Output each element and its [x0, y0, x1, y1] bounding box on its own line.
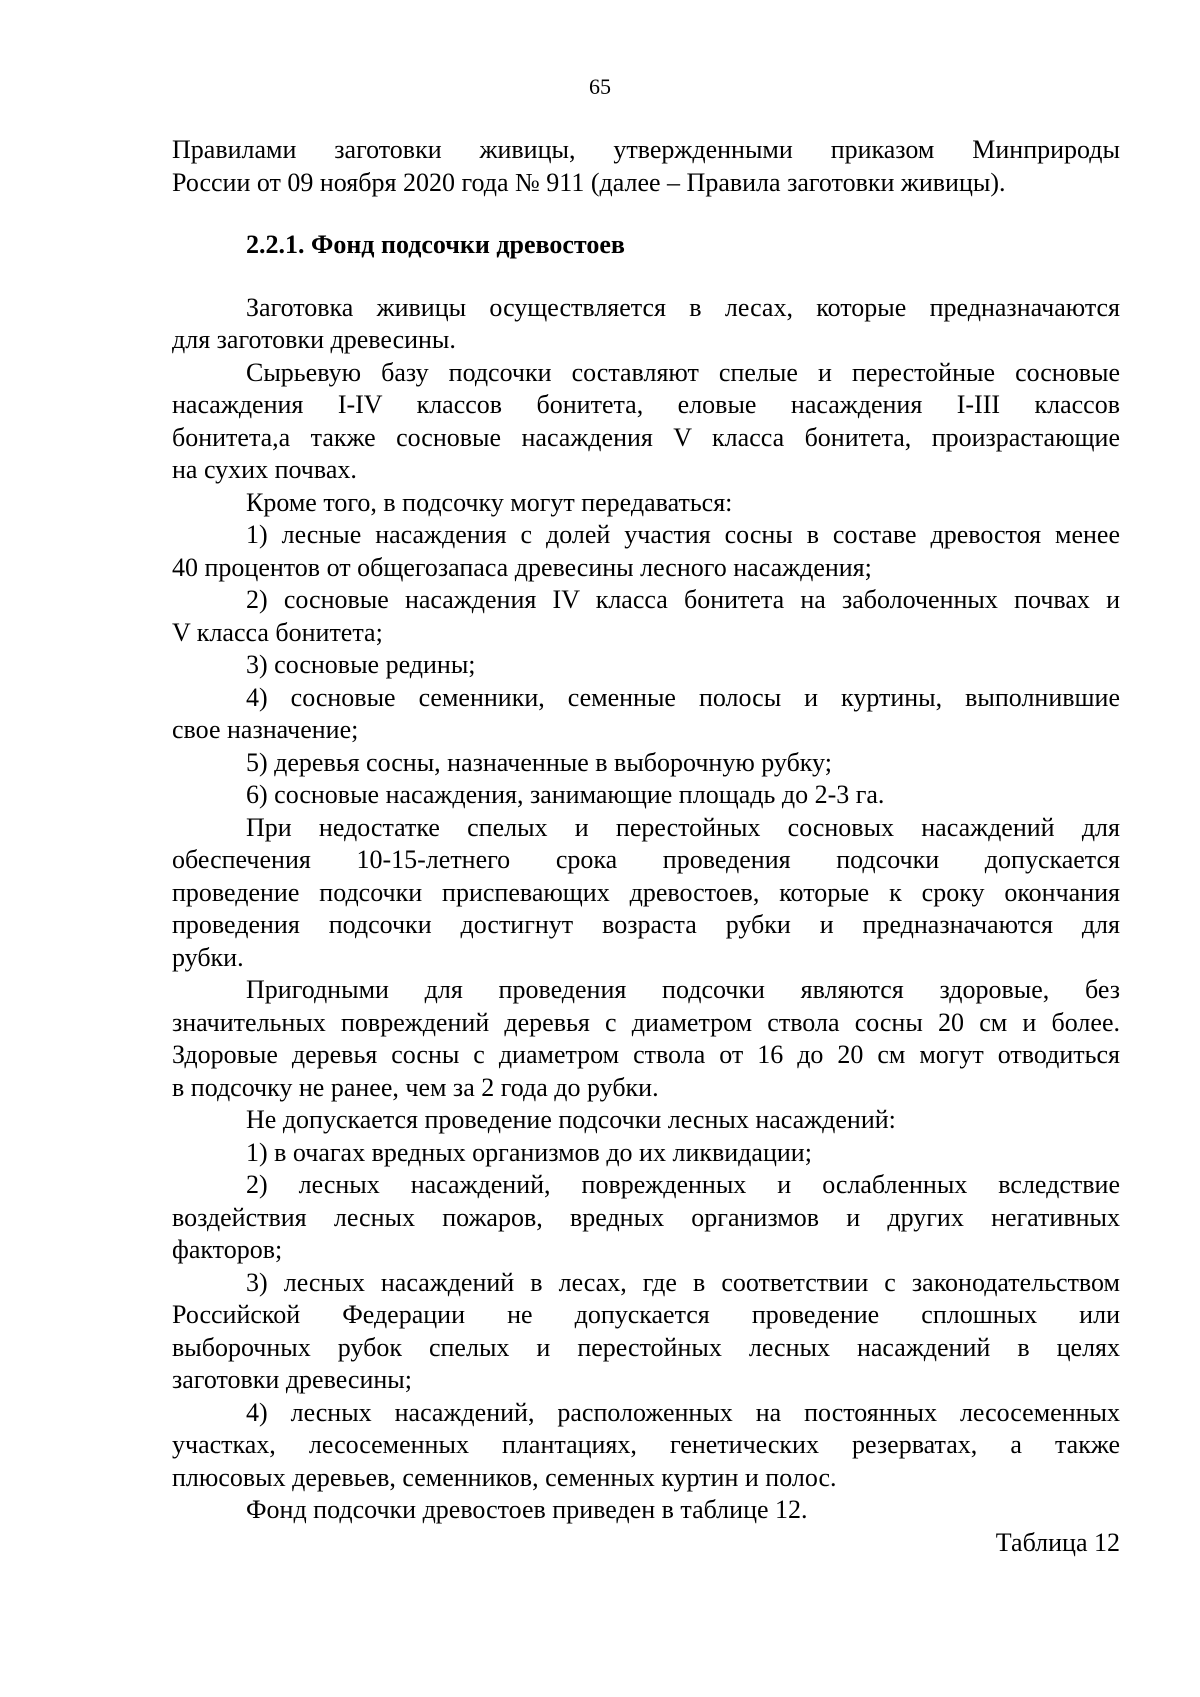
- paragraph: [172, 1397, 1120, 1495]
- paragraph-line: для заготовки древесины.: [172, 325, 456, 354]
- paragraph-line: плюсовых деревьев, семенников, семенных куртин и полос.: [172, 1462, 837, 1492]
- paragraph-line: рубки.: [172, 942, 244, 972]
- paragraph-line: воздействия лесных пожаров, вредных организмов и других негативных: [172, 1202, 1120, 1232]
- intro-paragraph-line: Правилами заготовки живицы, утвержденными приказом Минприроды: [172, 135, 1120, 164]
- paragraph-line: свое назначение;: [172, 715, 359, 744]
- paragraph-line: 2) сосновые насаждения IV класса бонитета на заболоченных почвах и: [246, 585, 1120, 614]
- paragraph-line: значительных повреждений деревья с диаметром ствола сосны 20 см и более.: [172, 1007, 1120, 1037]
- paragraph: [172, 1169, 1120, 1267]
- paragraph: [172, 779, 1120, 812]
- paragraph-line: бонитета,а также сосновые насаждения V класса бонитета, произрастающие: [172, 422, 1120, 452]
- paragraph: [172, 357, 1120, 487]
- page-number: 65: [589, 74, 611, 99]
- paragraph-line: 1) в очагах вредных организмов до их ликвидации;: [246, 1137, 812, 1167]
- paragraph-line: Не допускается проведение подсочки лесных насаждений:: [246, 1105, 896, 1134]
- paragraph-line: выборочных рубок спелых и перестойных лесных насаждений в целях: [172, 1332, 1120, 1362]
- section-heading: 2.2.1. Фонд подсочки древостоев: [246, 230, 625, 259]
- paragraph: [172, 1267, 1120, 1397]
- paragraph-line: 4) лесных насаждений, расположенных на постоянных лесосеменных: [246, 1397, 1120, 1427]
- paragraph-line: 3) лесных насаждений в лесах, где в соответствии с законодательством: [246, 1267, 1120, 1297]
- paragraph: [172, 812, 1120, 975]
- paragraph-line: заготовки древесины;: [172, 1365, 412, 1394]
- paragraph-line: Российской Федерации не допускается проведение сплошных или: [172, 1300, 1120, 1329]
- body-paragraphs: [172, 292, 1120, 1527]
- paragraph: [172, 747, 1120, 780]
- paragraph-line: в подсочку не ранее, чем за 2 года до рубки.: [172, 1072, 659, 1102]
- paragraph-line: проведение подсочки приспевающих древостоев, которые к сроку окончания: [172, 877, 1120, 907]
- paragraph-line: 4) сосновые семенники, семенные полосы и куртины, выполнившие: [246, 682, 1120, 712]
- paragraph: [172, 584, 1120, 649]
- paragraph: [172, 1104, 1120, 1137]
- paragraph-line: 5) деревья сосны, назначенные в выборочную рубку;: [246, 747, 832, 777]
- paragraph: [172, 519, 1120, 584]
- intro-paragraph: [172, 134, 1120, 199]
- paragraph-line: 1) лесные насаждения с долей участия сосны в составе древостоя менее: [246, 520, 1120, 549]
- paragraph-line: Пригодными для проведения подсочки являются здоровые, без: [246, 975, 1120, 1004]
- paragraph-line: 2) лесных насаждений, поврежденных и ослабленных вследствие: [246, 1170, 1120, 1199]
- paragraph: [172, 1494, 1120, 1527]
- paragraph-line: Здоровые деревья сосны с диаметром ствола от 16 до 20 см могут отводиться: [172, 1040, 1120, 1069]
- paragraph-line: факторов;: [172, 1235, 283, 1264]
- paragraph: [172, 292, 1120, 357]
- paragraph: [172, 1137, 1120, 1170]
- text-column: [172, 134, 1120, 1559]
- paragraph-line: Фонд подсочки древостоев приведен в таблице 12.: [246, 1495, 808, 1524]
- paragraph-line: Заготовка живицы осуществляется в лесах, которые предназначаются: [246, 292, 1120, 322]
- paragraph-line: V класса бонитета;: [172, 617, 383, 647]
- paragraph: [172, 682, 1120, 747]
- paragraph-line: Сырьевую базу подсочки составляют спелые и перестойные сосновые: [246, 357, 1120, 387]
- paragraph-line: 3) сосновые редины;: [246, 650, 476, 679]
- paragraph-line: обеспечения 10-15-летнего срока проведения подсочки допускается: [172, 845, 1120, 874]
- intro-paragraph-line: России от 09 ноября 2020 года № 911 (далее – Правила заготовки живицы).: [172, 167, 1006, 197]
- paragraph: [172, 649, 1120, 682]
- paragraph-line: 6) сосновые насаждения, занимающие площадь до 2-3 га.: [246, 780, 885, 809]
- paragraph-line: 40 процентов от общегозапаса древесины лесного насаждения;: [172, 552, 872, 582]
- table-caption: Таблица 12: [995, 1527, 1120, 1557]
- paragraph-line: насаждения I-IV классов бонитета, еловые насаждения I-III классов: [172, 390, 1120, 419]
- paragraph-line: Кроме того, в подсочку могут передаваться:: [246, 487, 733, 517]
- paragraph-line: участках, лесосеменных плантациях, генетических резерватах, а также: [172, 1430, 1120, 1459]
- paragraph-line: При недостатке спелых и перестойных сосновых насаждений для: [246, 812, 1120, 842]
- paragraph-line: на сухих почвах.: [172, 455, 357, 484]
- paragraph: [172, 487, 1120, 520]
- paragraph: [172, 974, 1120, 1104]
- paragraph-line: проведения подсочки достигнут возраста рубки и предназначаются для: [172, 910, 1120, 939]
